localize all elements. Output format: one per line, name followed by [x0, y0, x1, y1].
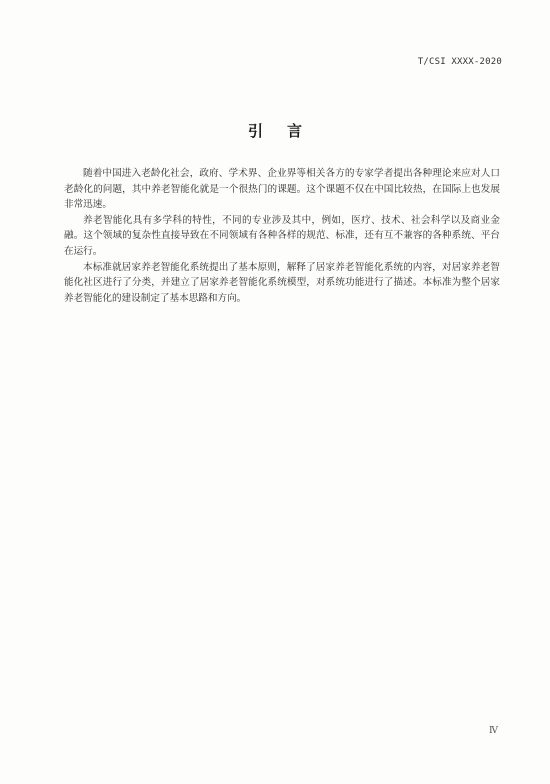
- document-code: T/CSI XXXX-2020: [417, 57, 502, 67]
- page-number: Ⅳ: [489, 726, 498, 736]
- body-text: [64, 166, 500, 306]
- page-title: 引言: [247, 122, 326, 140]
- paragraph-2: 养老智能化具有多学科的特性，不同的专业涉及其中，例如，医疗、技术、社会科学以及商业金融。这个领域的复杂性直接导致在不同领域有各种各样的规范、标准，还有互不兼容的各种系统、平台在运行。: [64, 214, 500, 257]
- paragraph-1: 随着中国进入老龄化社会，政府、学术界、企业界等相关各方的专家学者提出各种理论来应对人口老龄化的问题，其中养老智能化就是一个很热门的课题。这个课题不仅在中国比较热，在国际上也发展非常迅速。: [64, 168, 500, 211]
- paragraph-3: 本标准就居家养老智能化系统提出了基本原则，解释了居家养老智能化系统的内容，对居家养老智能化社区进行了分类，并建立了居家养老智能化系统模型，对系统功能进行了描述。本标准为整个居家养老智能化的建设制定了基本思路和方向。: [64, 261, 500, 304]
